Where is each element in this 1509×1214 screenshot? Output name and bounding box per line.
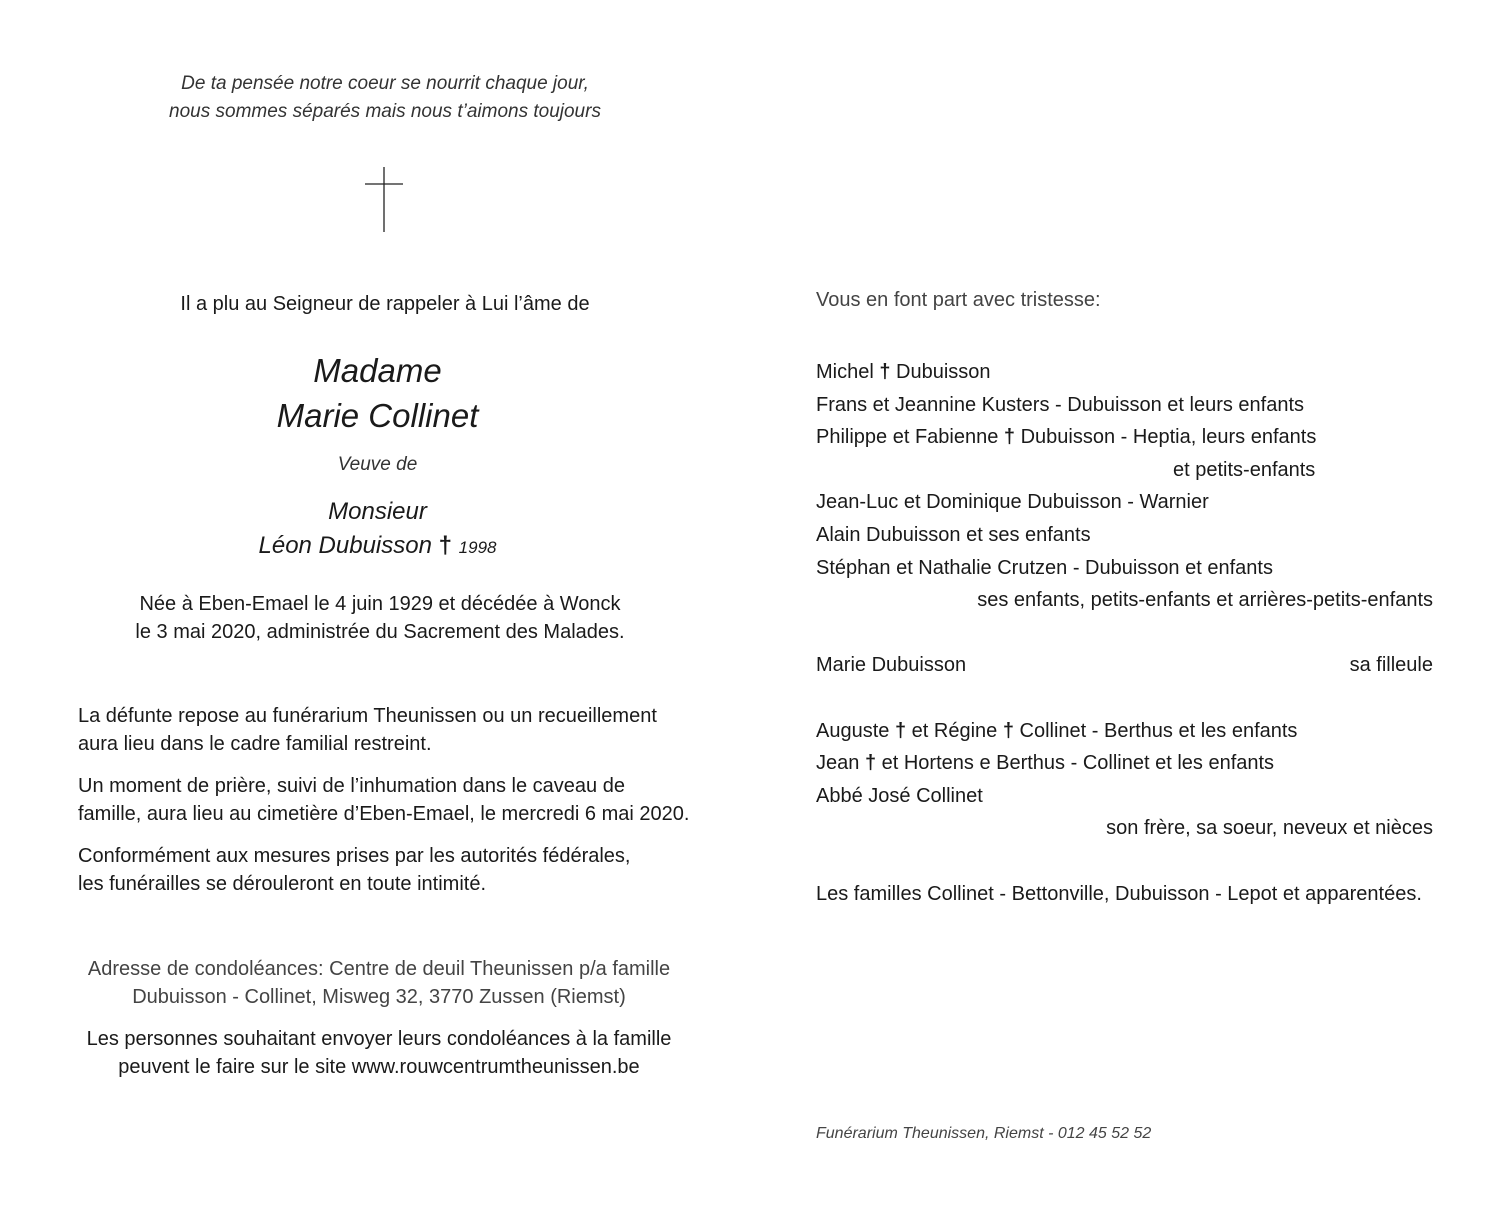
spacer	[816, 682, 1446, 715]
details-line: le 3 mai 2020, administrée du Sacrement des Malades.	[135, 621, 625, 643]
details-line: Née à Eben-Emael le 4 juin 1929 et décédée à Wonck	[139, 593, 621, 615]
family-entry: Jean-Luc et Dominique Dubuisson - Warnier	[816, 491, 1209, 514]
dagger-icon: †	[438, 532, 452, 559]
family-entry: Frans et Jeannine Kusters - Dubuisson et leurs enfants	[816, 393, 1305, 416]
measures-paragraph	[78, 842, 689, 898]
text-line: Un moment de prière, suivi de l’inhumation dans le caveau de	[78, 775, 625, 797]
text-line: Conformément aux mesures prises par les autorités fédérales,	[78, 845, 631, 867]
family-entry-continuation: et petits-enfants	[1173, 458, 1316, 481]
dagger-icon: †	[1002, 719, 1014, 742]
condolences-block	[78, 955, 680, 1095]
text-line: peuvent le faire sur le site www.rouwcentrumtheunissen.be	[118, 1056, 640, 1078]
text-line: Dubuisson - Collinet, Misweg 32, 3770 Zussen (Riemst)	[132, 986, 626, 1008]
spacer	[816, 845, 1446, 878]
family-entry: Auguste † et Régine † Collinet - Berthus et les enfants	[816, 719, 1298, 742]
cross-icon	[364, 167, 404, 233]
family-entry: Alain Dubuisson et ses enfants	[816, 523, 1091, 546]
text-line: Les personnes souhaitant envoyer leurs condoléances à la famille	[86, 1028, 672, 1050]
widow-of-label: Veuve de	[337, 454, 418, 475]
spacer	[816, 617, 1446, 650]
text-line: famille, aura lieu au cimetière d’Eben-Emael, le mercredi 6 mai 2020.	[78, 803, 690, 825]
funeral-home-footer: Funérarium Theunissen, Riemst - 012 45 52 52	[816, 1125, 1152, 1142]
dagger-icon: †	[1003, 426, 1016, 449]
husband-death-year: 1998	[458, 538, 497, 557]
online-condolences	[78, 1025, 680, 1081]
condolence-address	[78, 955, 680, 1011]
quote-line: De ta pensée notre coeur se nourrit chaque jour,	[181, 73, 589, 94]
relation-label: son frère, sa soeur, neveux et nièces	[1106, 817, 1433, 840]
opening-quote	[100, 70, 670, 126]
family-entry: Philippe et Fabienne † Dubuisson - Heptia, leurs enfants	[816, 426, 1317, 449]
family-entry: Stéphan et Nathalie Crutzen - Dubuisson et enfants	[816, 556, 1273, 579]
family-entry: Jean † et Hortens e Berthus - Collinet et les enfants	[816, 752, 1275, 775]
quote-line: nous sommes séparés mais nous t’aimons toujours	[169, 101, 601, 122]
deceased-name-block	[100, 348, 655, 438]
family-entry: Marie Dubuisson sa filleule	[816, 649, 1446, 682]
husband-salutation: Monsieur	[328, 498, 427, 525]
relation-label: ses enfants, petits-enfants et arrières-petits-enfants	[977, 589, 1433, 612]
text-line: Adresse de condoléances: Centre de deuil Theunissen p/a famille	[87, 958, 671, 980]
burial-paragraph	[78, 772, 689, 828]
birth-death-details	[80, 590, 680, 646]
family-list	[816, 356, 1446, 910]
relation-label: sa filleule	[1349, 654, 1433, 677]
dagger-icon: †	[879, 361, 891, 383]
husband-name-line	[100, 529, 655, 565]
announcement-intro: Il a plu au Seigneur de rappeler à Lui l’âme de	[180, 293, 590, 315]
family-entry: Abbé José Collinet	[816, 784, 983, 807]
deceased-name: Marie Collinet	[276, 397, 479, 434]
family-entry: Les familles Collinet - Bettonville, Dubuisson - Lepot et apparentées.	[816, 882, 1422, 905]
dagger-icon: †	[894, 719, 907, 742]
text-line: La défunte repose au funérarium Theunissen ou un recueillement	[78, 705, 657, 727]
text-line: les funérailles se dérouleront en toute intimité.	[78, 873, 487, 895]
husband-block	[100, 495, 655, 565]
text-line: aura lieu dans le cadre familial restreint.	[78, 733, 432, 755]
dagger-icon: †	[864, 752, 877, 775]
salutation: Madame	[313, 352, 442, 389]
family-announcement-lead: Vous en font part avec tristesse:	[816, 289, 1101, 311]
funeral-info	[78, 702, 689, 912]
repose-paragraph	[78, 702, 689, 758]
husband-name: Léon Dubuisson	[258, 532, 432, 559]
family-entry: Michel † Dubuisson	[816, 361, 991, 383]
